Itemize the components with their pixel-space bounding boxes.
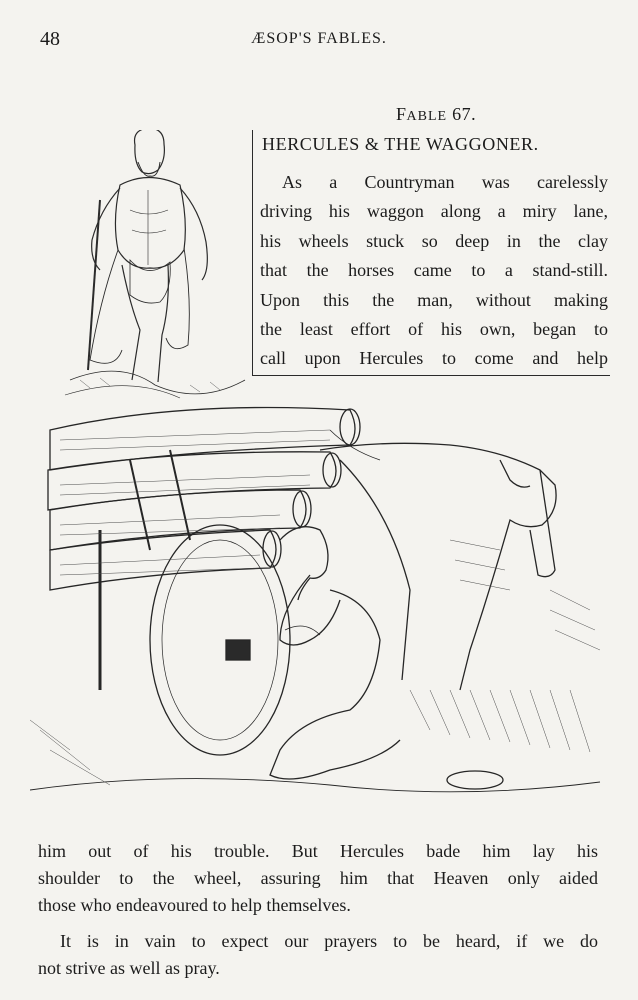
waggoner-illustration bbox=[30, 390, 610, 820]
text-line: shoulder to the wheel, assuring him that Heaven only aided bbox=[38, 868, 598, 888]
fable-title: HERCULES & THE WAGGONER. bbox=[262, 134, 539, 154]
text-line: It is in vain to expect our prayers to be heard, if we do bbox=[60, 931, 598, 951]
fable-number-initial: F bbox=[396, 104, 407, 124]
fable-number-smallcaps: ABLE bbox=[406, 109, 448, 124]
fable-number-value: 67. bbox=[447, 104, 477, 124]
text-line: call upon Hercules to come and help bbox=[260, 348, 608, 369]
fable-number bbox=[396, 104, 476, 125]
text-line: driving his waggon along a miry lane, bbox=[260, 201, 608, 222]
column-divider-rule bbox=[252, 130, 253, 376]
text-line: that the horses came to a stand-still. bbox=[260, 260, 608, 281]
text-line: the least effort of his own, began to bbox=[260, 319, 608, 340]
column-paragraph bbox=[260, 168, 608, 374]
page-number: 48 bbox=[40, 28, 60, 50]
hercules-illustration bbox=[60, 130, 250, 410]
text-line: not strive as well as pray. bbox=[38, 958, 220, 978]
text-line: As a Countryman was carelessly bbox=[282, 172, 608, 192]
text-line: those who endeavoured to help themselves. bbox=[38, 895, 351, 915]
moral-paragraph bbox=[38, 928, 598, 982]
running-title: ÆSOP'S FABLES. bbox=[251, 30, 387, 47]
text-line: Upon this the man, without making bbox=[260, 289, 608, 310]
text-line: his wheels stuck so deep in the clay bbox=[260, 230, 608, 251]
text-line: him out of his trouble. But Hercules bade him lay his bbox=[38, 841, 598, 861]
column-bottom-rule bbox=[252, 375, 610, 376]
continuation-paragraph bbox=[38, 838, 598, 919]
